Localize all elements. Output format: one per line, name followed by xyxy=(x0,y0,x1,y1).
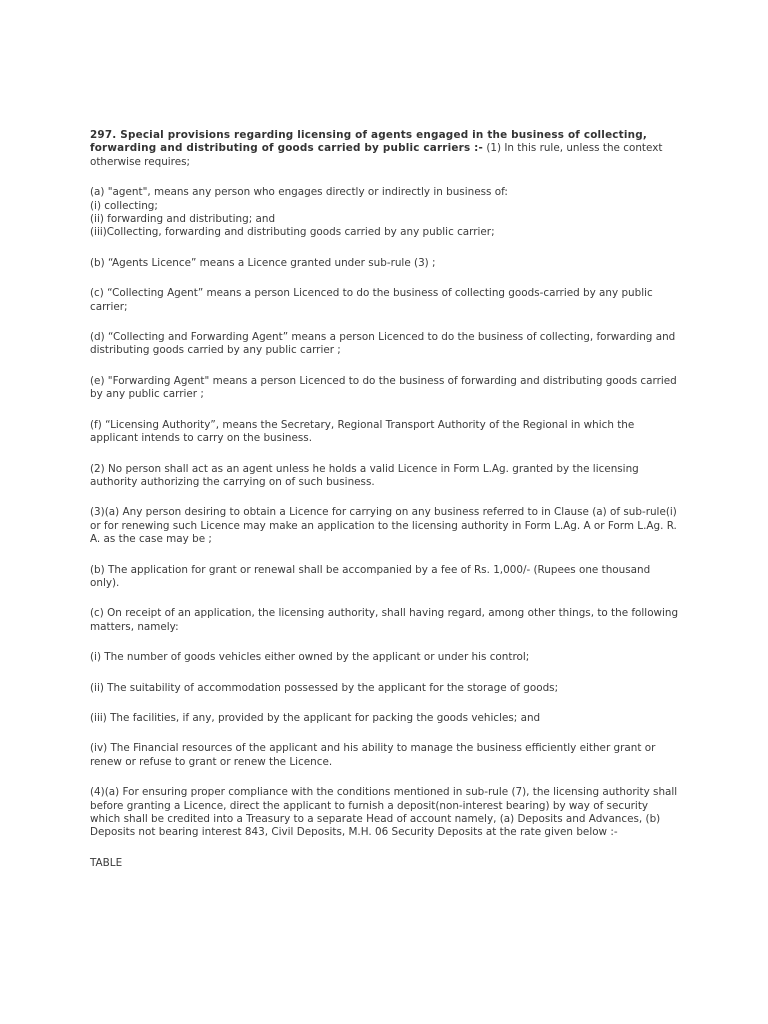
rule-3b-paragraph: (b) The application for grant or renewal shall be accompanied by a fee of Rs. 1,000/- (Rupees one thousand only). xyxy=(90,563,651,589)
table-label: TABLE xyxy=(90,856,123,869)
rule-4a-paragraph: (4)(a) For ensuring proper compliance with the conditions mentioned in sub-rule (7), the licensing authority shall before granting a Licence, direct the applicant to furnish a deposit(non-interest bearing) by way of security which shall be credited into a Treasury to a separate Head of account namely, (a) Deposits and Advances, (b) Deposits not bearing interest 843, Civil Deposits, M.H. 06 Security Deposits at the rate given below :- xyxy=(90,786,678,839)
rule-3c-paragraph: (c) On receipt of an application, the licensing authority, shall having regard, among other things, to the following matters, namely: xyxy=(90,607,679,633)
matter-iii-paragraph: (iii) The facilities, if any, provided by the applicant for packing the goods vehicles; and xyxy=(90,711,541,724)
rule-heading-rest: (1) In this rule, unless the context otherwise requires; xyxy=(90,142,663,168)
definition-agents-licence: (b) “Agents Licence” means a Licence granted under sub-rule (3) ; xyxy=(90,256,436,269)
definition-licensing-authority: (f) “Licensing Authority”, means the Secretary, Regional Transport Authority of the Regional in which the applicant intends to carry on the business. xyxy=(90,418,635,445)
definition-agent-intro: (a) "agent", means any person who engages directly or indirectly in business of: xyxy=(90,186,508,199)
document-body xyxy=(90,129,680,887)
rule-2-paragraph: (2) No person shall act as an agent unless he holds a valid Licence in Form L.Ag. granted by the licensing authority authorizing the carrying on of such business. xyxy=(90,462,639,488)
matter-i-paragraph: (i) The number of goods vehicles either owned by the applicant or under his control; xyxy=(90,651,530,664)
definition-forwarding-agent: (e) "Forwarding Agent" means a person Licenced to do the business of forwarding and distributing goods carried by any public carrier ; xyxy=(90,374,677,401)
definition-agent-item-combined: (iii)Collecting, forwarding and distributing goods carried by any public carrier; xyxy=(90,226,495,239)
definition-agent-item-forwarding: (ii) forwarding and distributing; and xyxy=(90,213,276,226)
definition-agent xyxy=(90,186,680,240)
matter-iv-paragraph: (iv) The Financial resources of the applicant and his ability to manage the business efficiently either grant or renew or refuse to grant or renew the Licence. xyxy=(90,742,656,768)
rule-heading-paragraph xyxy=(90,129,680,169)
rule-3a-paragraph: (3)(a) Any person desiring to obtain a Licence for carrying on any business referred to in Clause (a) of sub-rule(i) or for renewing such Licence may make an application to the licensing authority in Form L.Ag. A or Form L.Ag. R. A. as the case may be ; xyxy=(90,506,677,546)
rule-heading: 297. Special provisions regarding licensing of agents engaged in the business of collecting, forwarding and distributing of goods carried by public carriers :- xyxy=(90,129,647,155)
definition-agent-item-collecting: (i) collecting; xyxy=(90,199,158,212)
definition-collecting-agent: (c) “Collecting Agent” means a person Licenced to do the business of collecting goods-carried by any public carrier; xyxy=(90,287,653,313)
matter-ii-paragraph: (ii) The suitability of accommodation possessed by the applicant for the storage of goods; xyxy=(90,681,559,694)
definition-collecting-forwarding-agent: (d) “Collecting and Forwarding Agent” means a person Licenced to do the business of collecting, forwarding and distributing goods carried by any public carrier ; xyxy=(90,331,676,357)
